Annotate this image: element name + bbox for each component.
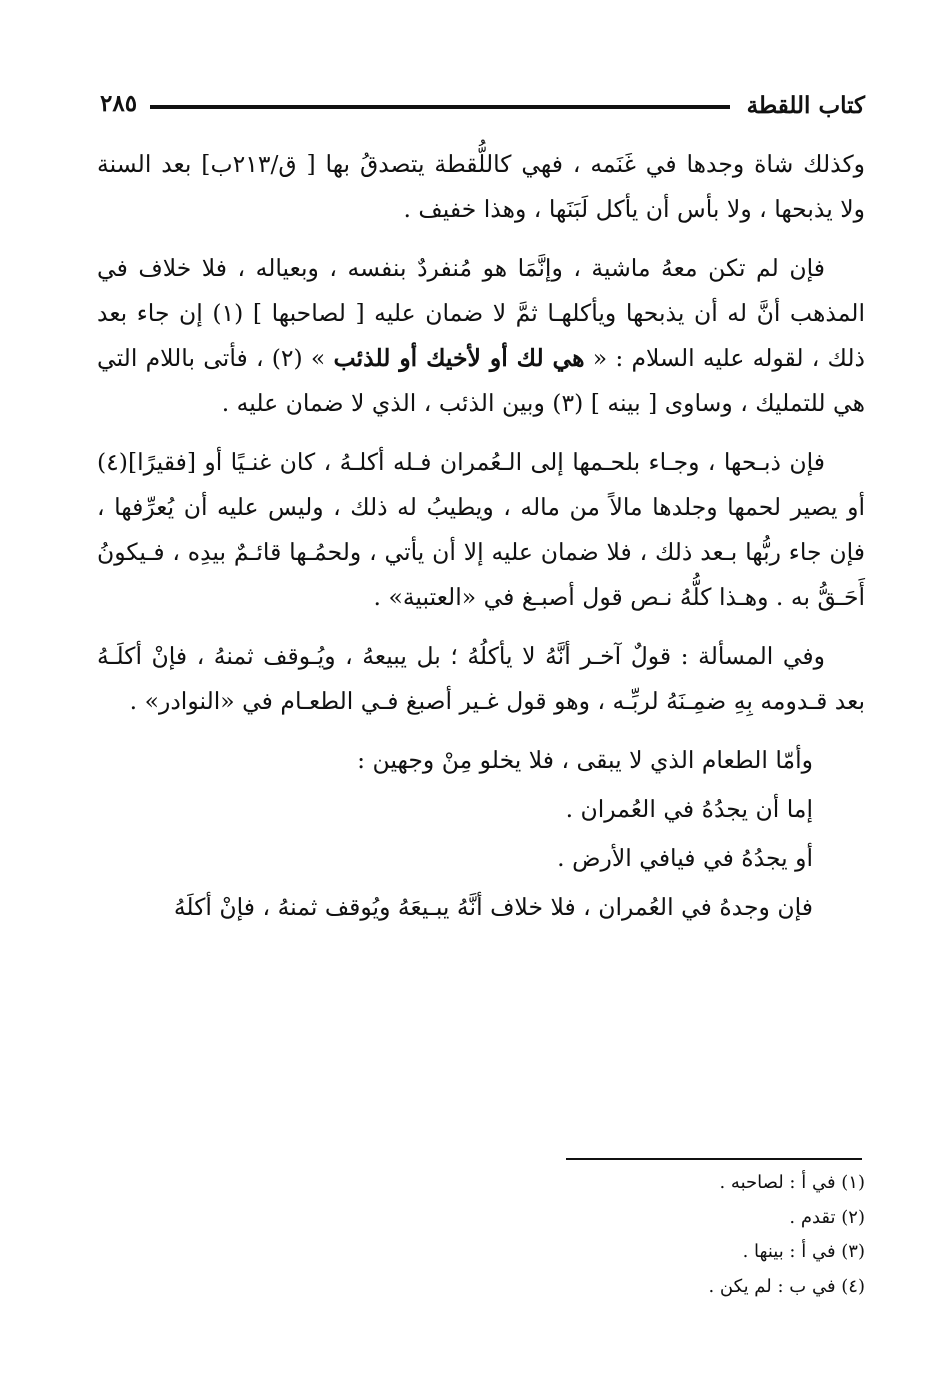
paragraph-8 [97,885,865,930]
chapter-title: كتاب اللقطة [746,92,865,119]
paragraph-8-text: فإن وجدهُ في العُمران ، فلا خلاف أنَّهُ يبـيعَهُ ويُوقف ثمنهُ ، فإنْ أكلَهُ [173,893,813,921]
hadith-quote: هي لك أو لأخيك أو للذئب [333,344,585,372]
paragraph-6 [97,787,865,832]
paragraph-7 [97,836,865,881]
paragraph-2-text-b: » (٢) ، فأتى باللام التي هي للتمليك ، وساوى [ بينه ] (٣) وبين الذئب ، الذي لا ضمان عليه . [97,344,865,417]
footnote-1: (١) في أ : لصاحبه . [719,1172,865,1193]
paragraph-3 [97,440,865,620]
paragraph-4-text: وفي المسألة : قولٌ آخـر أنَّهُ لا يأكلُهُ ؛ بل يبيعهُ ، ويُـوقف ثمنهُ ، فإنْ أكلَـهُ بعد قـدومه بِهِ ضمِـنَهُ لربِّـه ، وهو قول غـير أصبغ فـي الطعـام في «النوادر» . [97,642,865,715]
paragraph-1 [97,142,865,232]
paragraph-5 [97,738,865,783]
footnote-4: (٤) في ب : لم يكن . [708,1275,865,1297]
footnote-2: (٢) تقدم . [789,1206,865,1228]
main-text [97,142,865,934]
paragraph-7-text: أو يجدُهُ في فيافي الأرض . [557,844,813,872]
paragraph-3-text: فإن ذبـحها ، وجـاء بلحـمها إلى الـعُمران فـله أكلـهُ ، كان غنـيًا أو [فقيرًا](٤) أو يصير لحمها وجلدها مالاً من ماله ، ويطيبُ له ذلك ، وليس عليه أن يُعرِّفها ، فإن جاء ربُّها بـعد ذلك ، فلا ضمان عليه إلا أن يأتي ، ولحمُـها قائـمٌ بيدِه ، فـيكونُ أَحَـقُّ به . وهـذا كلُّهُ نـص قول أصبـغ في «العتبية» . [97,448,865,611]
footnotes [365,1166,865,1304]
page-number: ٢٨٥ [100,90,138,117]
paragraph-1-text: وكذلك شاة وجدها في غَنَمه ، فهي كاللُّقطة يتصدقُ بها [ ق/٢١٣ب] بعد السنة ولا يذبحها ، ولا بأس أن يأكل لَبَنَها ، وهذا خفيف . [97,150,865,223]
paragraph-2-text-a: فإن لم تكن معهُ ماشية ، وإنَّمَا هو مُنفردٌ بنفسه ، وبعياله ، فلا خلاف في المذهب أنَّ له أن يذبحها ويأكلهـا ثمَّ لا ضمان عليه [ لصاحبها ] (١) إن جاء بعد ذلك ، لقوله عليه السلام : « [97,254,865,372]
paragraph-6-text: إما أن يجدُهُ في العُمران . [565,795,813,823]
running-header [100,88,865,128]
header-rule [150,105,730,109]
footnote-3: (٣) في أ : بينها . [742,1241,865,1262]
paragraph-5-text: وأمّا الطعام الذي لا يبقى ، فلا يخلو مِنْ وجهين : [357,746,813,774]
paragraph-2 [97,246,865,426]
footnote-separator [566,1158,862,1160]
paragraph-4 [97,634,865,724]
